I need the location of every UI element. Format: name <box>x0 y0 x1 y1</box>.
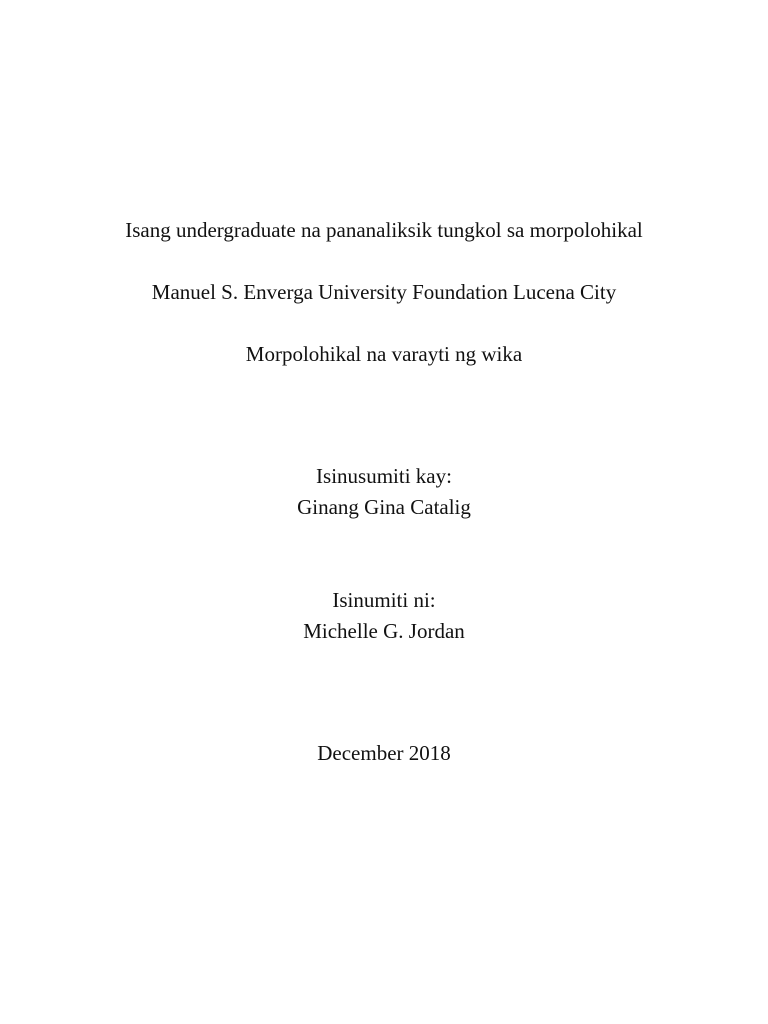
research-topic: Morpolohikal na varayti ng wika <box>245 342 523 366</box>
submission-date: December 2018 <box>317 741 451 765</box>
submitted-to-label: Isinusumiti kay: <box>316 464 452 488</box>
research-description: Isang undergraduate na pananaliksik tungkol sa morpolohikal <box>125 218 643 242</box>
institution-name: Manuel S. Enverga University Foundation Lucena City <box>151 280 617 304</box>
submitted-by-name: Michelle G. Jordan <box>303 619 465 643</box>
submitted-by-label: Isinumiti ni: <box>332 588 436 612</box>
submitted-to-name: Ginang Gina Catalig <box>297 495 471 519</box>
